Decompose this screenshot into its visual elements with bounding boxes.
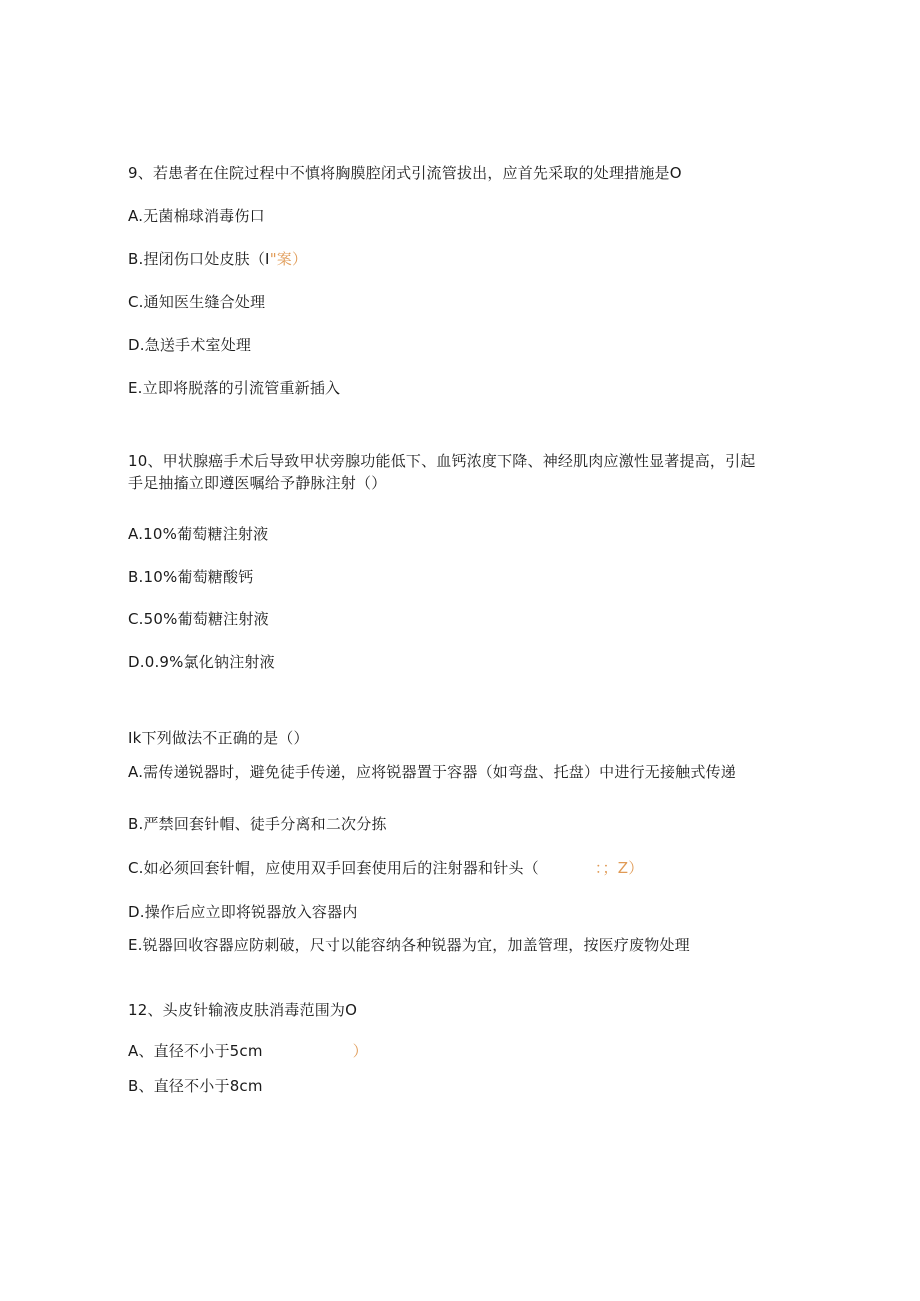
question-11-stem: Ik下列做法不正确的是（） xyxy=(128,729,309,747)
question-9-option-d: D.急送手术室处理 xyxy=(128,336,252,354)
question-11-option-c xyxy=(128,858,643,878)
question-11-option-b: B.严禁回套针帽、徒手分离和二次分拣 xyxy=(128,815,387,833)
question-12-option-a xyxy=(128,1041,368,1061)
question-9-option-a: A.无菌棉球消毒伤口 xyxy=(128,207,265,225)
question-12-option-a-text: A、直径不小于5cm xyxy=(128,1042,263,1060)
question-9-option-b-text: B.捏闭伤口处皮肤（I xyxy=(128,250,270,268)
question-10-option-b: B.10%葡萄糖酸钙 xyxy=(128,568,254,586)
question-9-stem: 9、若患者在住院过程中不慎将胸膜腔闭式引流管拔出，应首先采取的处理措施是O xyxy=(128,164,682,182)
question-10-option-d: D.0.9%氯化钠注射液 xyxy=(128,653,275,671)
question-9-option-b xyxy=(128,249,307,269)
question-9-option-e: E.立即将脱落的引流管重新插入 xyxy=(128,379,341,397)
question-11-answer-mark: ：；Z） xyxy=(594,859,644,877)
question-9-option-c: C.通知医生缝合处理 xyxy=(128,293,266,311)
question-9-answer-mark: "案） xyxy=(269,250,308,268)
question-11-option-d: D.操作后应立即将锐器放入容器内 xyxy=(128,903,358,921)
question-10-option-c: C.50%葡萄糖注射液 xyxy=(128,610,269,628)
question-11-option-e: E.锐器回收容器应防刺破，尺寸以能容纳各种锐器为宜，加盖管理，按医疗废物处理 xyxy=(128,936,690,954)
question-12-option-b: B、直径不小于8cm xyxy=(128,1077,263,1095)
question-10-stem: 10、甲状腺癌手术后导致甲状旁腺功能低下、血钙浓度下降、神经肌肉应激性显著提高，引起手足抽搐立即遵医嘱给予静脉注射（） xyxy=(128,452,756,492)
question-11-option-c-text: C.如必须回套针帽，应使用双手回套使用后的注射器和针头（ xyxy=(128,859,539,877)
question-11-option-a: A.需传递锐器时，避免徒手传递，应将锐器置于容器（如弯盘、托盘）中进行无接触式传递 xyxy=(128,763,736,781)
question-10-option-a: A.10%葡萄糖注射液 xyxy=(128,525,269,543)
question-12-stem: 12、头皮针输液皮肤消毒范围为O xyxy=(128,1001,358,1019)
question-12-answer-mark: ） xyxy=(352,1042,368,1060)
